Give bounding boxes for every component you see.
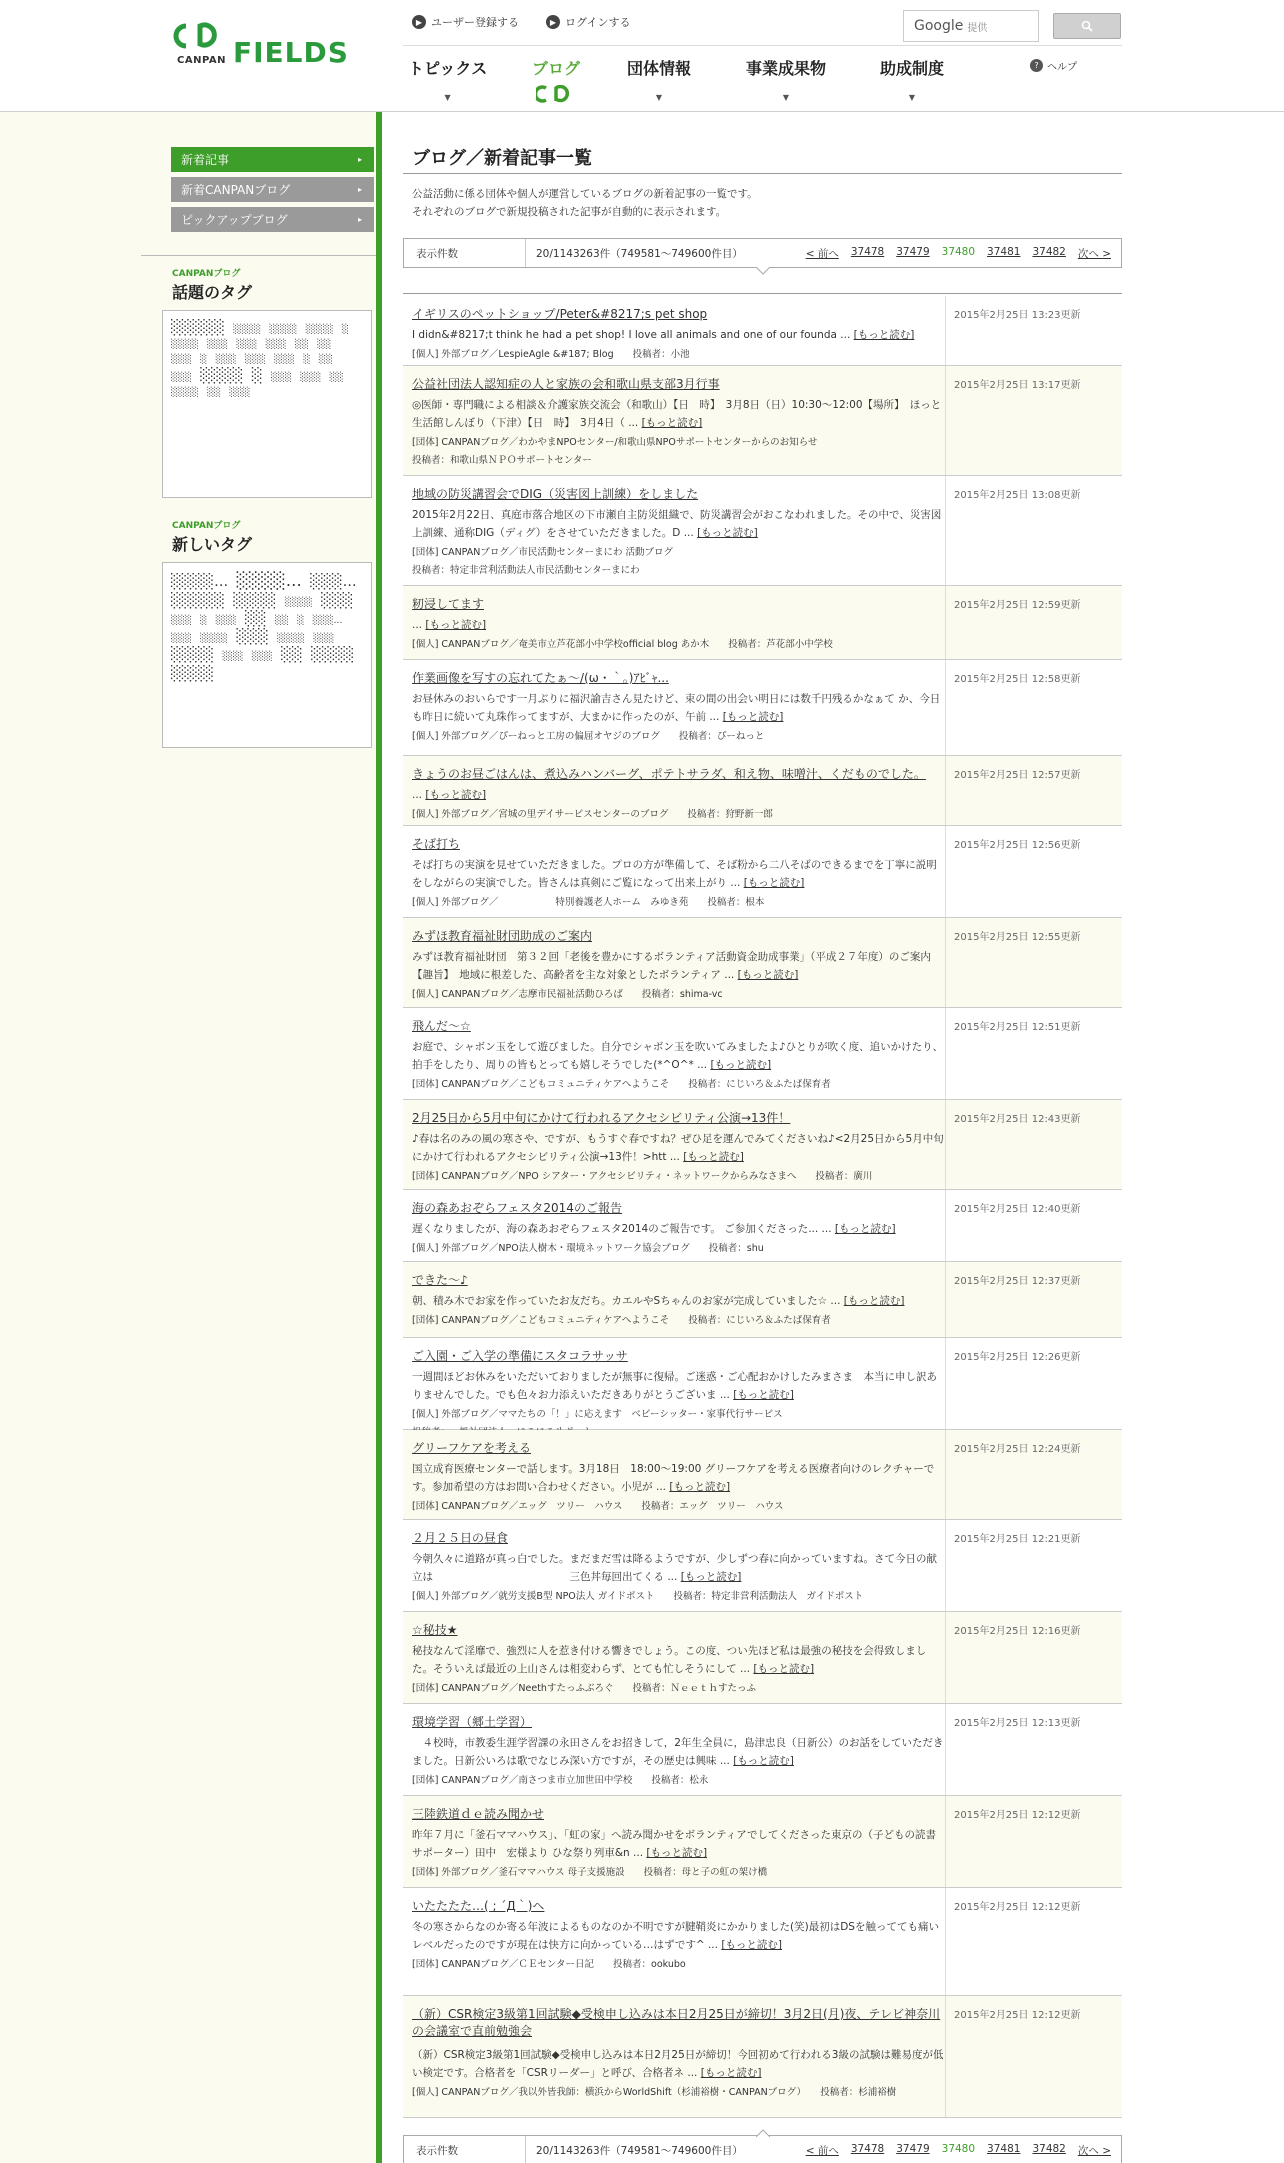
article-title-link[interactable]: できた〜♪ [412,1273,468,1287]
article-excerpt [412,786,945,804]
article-item [403,1612,1122,1704]
pager-top [403,238,1122,268]
date-divider [945,1796,946,1887]
pager-label: 表示件数 [404,2136,526,2163]
article-title-link[interactable]: そば打ち [412,837,461,851]
read-more-link[interactable]: [もっと読む] [710,1059,772,1071]
chevron-right-icon: ▸ [357,185,362,194]
pager-pointer-icon [756,2129,770,2137]
tag-link[interactable]: ░░░ [229,387,251,398]
tag-link[interactable]: ░░░ [300,372,322,383]
article-item [403,918,1122,1008]
new-tag-cloud [162,562,372,748]
help-label: ヘルプ [1047,62,1077,73]
article-date: 2015年2月25日 12:12更新 [954,1902,1081,1913]
nav-deliverables-label: 事業成果物 [746,59,827,78]
date-divider [945,366,946,475]
article-item [403,1100,1122,1190]
tag-link[interactable]: ░░░ [207,340,228,351]
nav-blog[interactable] [532,56,580,103]
article-item [403,476,1122,586]
article-excerpt [412,396,945,432]
tag-link[interactable]: ░░░░ [171,387,199,398]
article-excerpt-text: みずほ教育福祉財団 第３２回「老後を豊かにするボランティア活動資金助成事業」（平成２７年度）のご案内【趣旨】 地域に根差した、高齢者を主な対象としたボランティア ... [412,951,931,981]
pager-links [806,2143,1121,2158]
article-date: 2015年2月25日 12:40更新 [954,1204,1081,1215]
read-more-link[interactable]: [もっと読む] [646,1847,708,1859]
article-item [403,1996,1122,2118]
tag-link[interactable]: ░ [297,615,305,626]
tag-link[interactable]: ░░ [329,372,344,383]
nav-topics[interactable] [408,56,487,102]
article-meta: [団体] CANPANブログ／南さつま市立加世田中学校 投稿者：松永 [412,1775,709,1786]
article-excerpt [412,856,945,892]
tag-link[interactable]: ░░░░… [171,574,229,590]
pager-prev[interactable]: < 前へ [805,2144,839,2157]
title-divider [403,173,1122,174]
tag-link[interactable]: ░░░ [274,354,295,365]
intro-line: 公益活動に係る団体や個人が運営しているブログの新着記事の一覧です。 [412,188,758,200]
article-item [403,756,1122,826]
article-title-link[interactable]: みずほ教育福祉財団助成のご案内 [412,929,593,943]
list-divider [403,293,1122,294]
tag-link[interactable]: ░░░░░ [171,592,225,609]
article-excerpt [412,1460,945,1496]
article-item [403,296,1122,366]
tag-link[interactable]: ░░░ [265,340,287,351]
article-meta: [団体] CANPANブログ／Neethすたっふぶろぐ 投稿者：Ｎｅｅｔｈすたっふ [412,1683,756,1694]
nav-grants[interactable] [880,56,944,102]
article-excerpt-text: ... [412,789,423,801]
chevron-right-icon: ▸ [357,155,362,164]
active-cp-mark-icon [536,85,576,103]
article-excerpt [412,506,945,542]
article-author: 投稿者：和歌山県ＮＰＯサポートセンター [412,455,592,466]
date-divider [945,1996,946,2117]
article-date: 2015年2月25日 12:21更新 [954,1534,1081,1545]
pager-next[interactable]: 次へ > [1077,247,1111,260]
nav-divider [403,45,1122,46]
article-meta: [団体] 外部ブログ／釜石ママハウス 母子支援施設 投稿者：母と子の虹の架け橋 [412,1867,768,1878]
pager-next[interactable]: 次へ > [1077,2144,1111,2157]
date-divider [945,660,946,755]
tag-link[interactable]: ░░ [317,340,332,351]
date-divider [945,476,946,585]
date-divider [945,1190,946,1261]
article-excerpt [412,326,945,344]
topic-tags-heading [172,266,252,303]
tag-link[interactable]: ░░░ [171,615,192,626]
article-meta: [個人] CANPANブログ／志摩市民福祉活動ひろば 投稿者：shima-vc [412,989,723,1000]
pager-pointer-icon [756,267,770,275]
date-divider [945,1100,946,1189]
page-intro [412,185,758,221]
article-title-link[interactable]: 環境学習（郷土学習） [412,1715,533,1729]
date-divider [945,1338,946,1429]
topic-tags-title: 話題のタグ [172,283,253,302]
nav-blog-label: ブログ [532,59,581,78]
new-tags-title: 新しいタグ [172,535,253,554]
article-excerpt [412,1734,945,1770]
pager-label: 表示件数 [404,239,526,267]
date-divider [945,1520,946,1611]
read-more-link[interactable]: [もっと読む] [843,1295,905,1307]
tag-link[interactable]: ░░░░ [284,597,313,608]
article-excerpt-text: ４校時，市教委生涯学習課の永田さんをお招きして，2年生全員に，島津忠良（日新公）のお話をしていただきました。日新公いろは歌でなじみ深い方ですが，その歴史は興味 ... [412,1737,944,1767]
login-link[interactable] [546,14,630,30]
article-excerpt [412,1826,945,1862]
tag-link[interactable]: ░░░ [215,615,237,626]
tag-link[interactable]: ░░░ [236,629,269,646]
pager-bottom [403,2135,1122,2163]
sidebar-item-new-canpan-blog[interactable] [171,177,374,202]
article-excerpt-text: 今朝久々に道路が真っ白でした。まだまだ雪は降るようですが、少しずつ春に向かっていますね。さて今日の献立は 三色丼毎回出てくる ... [412,1553,937,1583]
article-excerpt-text: 遅くなりましたが、海の森あおぞらフェスタ2014のご報告です。 ご参加くださった... ... [412,1223,832,1235]
article-excerpt [412,1550,945,1586]
read-more-link[interactable]: [もっと読む] [733,1389,794,1401]
read-more-link[interactable]: [もっと読む] [722,711,784,723]
date-divider [945,1008,946,1099]
tag-link[interactable]: ░░░… [310,574,357,590]
tag-link[interactable]: ░░ [318,354,333,365]
tag-link[interactable]: ░░░ [251,652,273,663]
date-divider [945,1430,946,1519]
search-input[interactable] [903,10,1039,42]
register-label: ユーザー登録する [431,16,519,29]
article-date: 2015年2月25日 12:58更新 [954,674,1081,685]
tag-link[interactable]: ░ [341,325,349,335]
read-more-link[interactable]: [もっと読む] [697,527,758,539]
date-divider [945,756,946,825]
article-excerpt-text: ... [412,619,423,631]
pager-current-page: 37480 [941,2142,976,2155]
tag-link[interactable]: ░░░░ [233,592,277,609]
nav-organizations[interactable] [627,56,691,102]
login-label: ログインする [565,16,631,29]
new-tags-heading [172,518,252,555]
article-title-link[interactable]: 地域の防災講習会でDIG（災害図上訓練）をしました [412,487,699,501]
canpan-fields-logo[interactable] [172,22,352,70]
date-divider [945,1888,946,1995]
article-excerpt-text: ◎医師・専門職による相談＆介護家族交流会（和歌山）【日 時】 3月8日（日）10:30～12:00【場所】 ほっと生活館しんぼり（下津）【日 時】 3月4日（ ... [412,399,942,429]
article-title-link[interactable]: 三陸鉄道ｄｅ読み聞かせ [412,1807,545,1821]
tag-link[interactable]: ░░░░ [233,325,262,335]
article-excerpt [412,948,945,984]
article-date: 2015年2月25日 12:26更新 [954,1352,1081,1363]
intro-line: それぞれのブログで新規投稿された記事が自動的に表示されます。 [412,206,727,218]
topic-tag-cloud [162,310,372,498]
page-title: ブログ／新着記事一覧 [412,148,592,169]
tag-link[interactable]: ░░░░… [236,571,302,590]
article-excerpt-text: I didn&#8217;t think he had a pet shop! I love all animals and one of our founda ... [412,329,851,341]
article-date: 2015年2月25日 13:17更新 [954,380,1081,391]
search-icon [1081,20,1093,32]
article-meta: [団体] CANPANブログ／市民活動センターまにわ 活動ブログ [412,547,674,558]
article-title-link[interactable]: きょうのお昼ごはんは、煮込みハンバーグ、ポテトサラダ、和え物、味噌汁、くだものでした。 [412,767,926,781]
tag-link[interactable]: ░░░ [244,354,266,365]
date-divider [945,296,946,365]
article-title-link[interactable]: いたたたた…( ; ´Д｀)ヘ [412,1899,545,1913]
article-title-link[interactable]: イギリスのペットショップ/Peter&#8217;s pet shop [412,307,708,321]
article-meta: [団体] CANPANブログ／ＣＥセンター日記 投稿者：ookubo [412,1959,686,1970]
article-title-link[interactable]: 作業画像を写すの忘れてたぁ〜/(ω・｀。)ｱﾋﾞｬ... [412,671,669,685]
pager-prev[interactable]: < 前へ [805,247,839,260]
article-title-link[interactable]: 飛んだ〜☆ [412,1019,471,1033]
article-date: 2015年2月25日 12:55更新 [954,932,1081,943]
article-meta: [団体] CANPANブログ／わかやまNPOセンター/和歌山県NPOサポートセンターからのお知らせ [412,437,818,448]
article-meta: [個人] 外部ブログ／就労支援B型 NPO法人 ガイドポスト 投稿者：特定非営利活動法人 ガイドポスト [412,1591,864,1602]
tag-link[interactable]: ░░░░ [305,325,334,335]
tag-link[interactable]: ░░░░ [171,665,215,682]
pager-page[interactable]: 37481 [987,245,1021,258]
google-brand: Google [914,18,964,34]
article-meta: [個人] CANPANブログ／奄美市立芦花部小中学校official blog あか木 投稿者：芦花部小中学校 [412,639,833,650]
article-meta: [個人] CANPANブログ／我以外皆我師：横浜からWorldShift（杉浦裕樹・CANPANブログ） 投稿者：杉浦裕樹 [412,2087,897,2098]
nav-organizations-label: 団体情報 [627,59,692,78]
tag-link[interactable]: ░░░ [215,354,237,365]
article-meta: [個人] 外部ブログ／LespieAgle &#187; Blog 投稿者：小池 [412,349,690,360]
article-excerpt-text: ♪春は名のみの風の寒さや、ですが、もうすぐ春ですね？ぜひ足を運んでみてくださいね♪<2月25日から5月中旬にかけて行われるアクセシビリティ公演→13件！>htt ... [412,1133,944,1163]
article-date: 2015年2月25日 12:59更新 [954,600,1081,611]
article-item [403,1008,1122,1100]
pager-count: 20/1143263件（749581〜749600件目） [536,2144,743,2157]
pager-page[interactable]: 37479 [896,245,930,258]
read-more-link[interactable]: [もっと読む] [425,619,487,631]
article-item [403,660,1122,756]
arrow-right-icon: ▶ [412,15,426,29]
logo-canpan-text: CANPAN [177,55,226,66]
tag-link[interactable]: ░░░… [312,615,343,626]
article-excerpt [412,1368,945,1404]
article-excerpt [412,616,945,634]
read-more-link[interactable]: [もっと読む] [753,1663,815,1675]
pager-current-page: 37480 [941,245,976,258]
pager-count: 20/1143263件（749581〜749600件目） [536,247,743,260]
read-more-link[interactable]: [もっと読む] [834,1223,896,1235]
article-excerpt [412,2046,945,2082]
tag-link[interactable]: ░ [251,367,263,384]
article-item [403,1888,1122,1996]
article-title-link[interactable]: 2月25日から5月中旬にかけて行われるアクセシビリティ公演→13件！ [412,1111,791,1125]
tag-link[interactable]: ░ [200,354,208,365]
article-title-link[interactable]: ☆秘技★ [412,1623,458,1637]
pager-page[interactable]: 37478 [850,245,885,258]
article-item [403,1338,1122,1430]
tag-link[interactable]: ░░ [207,387,222,398]
tag-link[interactable]: ░░ [275,615,289,626]
read-more-link[interactable]: [もっと読む] [733,1755,794,1767]
question-icon: ? [1030,59,1043,72]
article-excerpt [412,690,945,726]
tag-link[interactable]: ░░░░ [200,367,244,384]
article-excerpt [412,1130,945,1166]
tag-link[interactable]: ░░░░░ [171,320,225,336]
tag-link[interactable]: ░░░ [171,372,192,383]
tag-link[interactable]: ░░░░ [311,647,355,664]
article-meta: [個人] 外部ブログ／宮城の里デイサービスセンターのブログ 投稿者：狩野新一郎 [412,809,773,820]
tag-link[interactable]: ░░░ [171,354,192,365]
article-date: 2015年2月25日 12:16更新 [954,1626,1081,1637]
chevron-down-icon: ▼ [655,93,663,102]
article-meta: [個人] 外部ブログ／ 特別養護老人ホーム みゆき苑 投稿者：根本 [412,897,765,908]
article-title-link[interactable]: 籾浸してます [412,597,485,611]
tag-link[interactable]: ░░░ [222,652,244,663]
article-title-link[interactable]: 海の森あおぞらフェスタ2014のご報告 [412,1201,622,1215]
article-excerpt [412,1292,945,1310]
tag-link[interactable]: ░░░ [271,372,292,383]
article-excerpt-text: 秘技なんて淫靡で、強烈に人を惹き付ける響きでしょう。この度、つい先ほど私は最強の秘技を会得致しました。そういえば最近の上山さんは相変わらず、とても忙しそうにして ... [412,1645,927,1675]
article-item [403,1262,1122,1338]
canpan-logo-mark-icon [172,22,228,50]
tag-link[interactable]: ░░ [244,610,267,627]
article-excerpt-text: そば打ちの実演を見せていただきました。プロの方が準備して、そば粉から二八そばのできるまでを丁寧に説明をしながらの実演でした。皆さんは真剣にご覧になって出来上がり ... [412,859,937,889]
article-date: 2015年2月25日 12:43更新 [954,1114,1081,1125]
register-link[interactable] [412,14,519,30]
article-meta: [個人] 外部ブログ／NPO法人樹木・環境ネットワーク協会ブログ 投稿者：shu [412,1243,764,1254]
article-meta: [団体] CANPANブログ／エッグ ツリー ハウス 投稿者：エッグ ツリー ハウス [412,1501,784,1512]
sidebar-item-label: 新着記事 [181,153,230,167]
sidebar-item-label: 新着CANPANブログ [181,183,291,197]
tag-link[interactable]: ░ [303,354,311,365]
article-date: 2015年2月25日 12:37更新 [954,1276,1081,1287]
read-more-link[interactable]: [もっと読む] [700,2067,762,2079]
article-title-link[interactable]: （新）CSR検定3級第1回試験◆受検申し込みは本日2月25日が締切！3月2日(月)夜、テレビ神奈川の会議室で直前勉強会 [412,2007,941,2038]
tag-link[interactable]: ░░░░ [269,325,298,335]
logo-fields-text: FIELDS [233,36,349,69]
tag-link[interactable]: ░░░ [171,634,192,645]
arrow-right-icon: ▶ [546,15,560,29]
article-meta: [団体] CANPANブログ／こどもコミュニティケアへようこそ 投稿者：にじいろ＆ふたば保育者 [412,1079,831,1090]
chevron-down-icon: ▼ [782,93,790,102]
sidebar-divider [141,255,376,256]
read-more-link[interactable]: [もっと読む] [737,969,799,981]
article-date: 2015年2月25日 12:56更新 [954,840,1081,851]
article-title-link[interactable]: ご入園・ご入学の準備にスタコラサッサ [412,1349,628,1363]
article-date: 2015年2月25日 13:23更新 [954,310,1081,321]
sidebar-accent-bar [376,112,382,2163]
read-more-link[interactable]: [もっと読む] [425,789,487,801]
pager-page[interactable]: 37482 [1032,245,1066,258]
tag-link[interactable]: ░░░░ [200,634,228,645]
search-button[interactable] [1053,13,1121,39]
chevron-right-icon: ▸ [357,215,362,224]
date-divider [945,1262,946,1337]
date-divider [945,1612,946,1703]
article-title-link[interactable]: 公益社団法人認知症の人と家族の会和歌山県支部3月行事 [412,377,720,391]
chevron-down-icon: ▼ [908,93,916,102]
nav-deliverables[interactable] [746,56,826,102]
date-divider [945,586,946,659]
article-date: 2015年2月25日 12:13更新 [954,1718,1081,1729]
article-item [403,1796,1122,1888]
article-title-link[interactable]: ２月２５日の昼食 [412,1531,509,1545]
article-excerpt-text: 2015年2月22日、真庭市落合地区の下市瀬自主防災組織で、防災講習会がおこなわれました。その中で、災害図上訓練、通称DIG（ディグ）をさせていただきました。D ... [412,509,942,539]
article-date: 2015年2月25日 12:24更新 [954,1444,1081,1455]
article-excerpt [412,1038,945,1074]
article-item [403,1190,1122,1262]
tag-link[interactable]: ░░░░ [277,634,305,645]
article-date: 2015年2月25日 12:57更新 [954,770,1081,781]
read-more-link[interactable]: [もっと読む] [853,329,915,341]
article-item [403,1704,1122,1796]
article-excerpt-text: 国立成育医療センターで話します。3月18日 18:00〜19:00 グリーフケアを考える医療者向けのレクチャーです。参加希望の方はお問い合わせください。小児が ... [412,1463,935,1493]
article-meta: [団体] CANPANブログ／こどもコミュニティケアへようこそ 投稿者：にじいろ＆ふたば保育者 [412,1315,831,1326]
article-meta: [個人] 外部ブログ／ママたちの「！」に応えます ベビーシッター・家事代行サービス [412,1409,783,1420]
read-more-link[interactable]: [もっと読む] [683,1151,744,1163]
read-more-link[interactable]: [もっと読む] [721,1939,783,1951]
date-divider [945,826,946,917]
tag-link[interactable]: ░░░ [313,634,335,645]
google-provided: 提供 [967,22,988,34]
article-excerpt-text: お昼休みのおいらです一月ぶりに福沢諭吉さん見たけど、束の間の出会い明日には数千円残るかなぁて か、今日も昨日に続いて丸珠作ってますが、大まかに作ったのが、午前 ... [412,693,941,723]
article-excerpt [412,1918,945,1954]
nav-grants-label: 助成制度 [880,59,945,78]
tag-link[interactable]: ░░ [294,340,309,351]
tag-link[interactable]: ░ [200,615,208,626]
tag-link[interactable]: ░░░ [236,340,258,351]
topic-tags-small: CANPANブログ [172,269,241,279]
article-date: 2015年2月25日 12:12更新 [954,1810,1081,1821]
article-excerpt [412,1642,945,1678]
article-title-link[interactable]: グリーフケアを考える [412,1441,532,1455]
article-item [403,826,1122,918]
tag-link[interactable]: ░░░░ [171,340,199,351]
article-meta: [団体] CANPANブログ／NPO シアター・アクセシビリティ・ネットワークからみなさまへ 投稿者：廣川 [412,1171,873,1182]
pager-links [806,246,1121,261]
chevron-down-icon: ▼ [444,93,451,102]
article-excerpt-text: 一週間ほどお休みをいただいておりましたが無事に復帰。ご迷惑・ご心配おかけしたみまさま 本当に申し訳ありませんでした。でも色々お力添えいただきありがとうございま ... [412,1371,937,1401]
article-excerpt-text: 朝、積み木でお家を作っていたお友だち。カエルやSちゃんのお家が完成していました☆ ... [412,1295,841,1307]
new-tags-small: CANPANブログ [172,521,241,531]
tag-link[interactable]: ░░░ [321,592,354,609]
article-date: 2015年2月25日 13:08更新 [954,490,1081,501]
article-excerpt-text: （新）CSR検定3級第1回試験◆受検申し込みは本日2月25日が締切！今回初めて行われる3級の試験は難易度が低い検定です。合格者を「CSRリーダー」と呼び、合格者ネ ... [412,2049,944,2079]
article-item [403,1430,1122,1520]
pager-page[interactable]: 37481 [987,2142,1021,2155]
pager-page[interactable]: 37478 [850,2142,885,2155]
tag-link[interactable]: ░░ [281,647,303,664]
nav-topics-label: トピックス [408,59,488,78]
read-more-link[interactable]: [もっと読む] [669,1481,731,1493]
pager-page[interactable]: 37482 [1032,2142,1066,2155]
article-excerpt-text: お庭で、シャボン玉をして遊びました。自分でシャボン玉を吹いてみましたよ♪ひとりが吹く度、追いかけたり、拍手をしたり、周りの皆もとっても嬉しそうでした(*^O^* ... [412,1041,944,1071]
article-date: 2015年2月25日 12:12更新 [954,2010,1081,2021]
article-item [403,586,1122,660]
tag-link[interactable]: ░░░░ [171,647,215,664]
pager-page[interactable]: 37479 [896,2142,930,2155]
site-header [0,0,1284,112]
article-meta: [個人] 外部ブログ／ぴーねっと工房の偏屈オヤジのブログ 投稿者：ぴーねっと [412,731,765,742]
date-divider [945,1704,946,1795]
date-divider [945,918,946,1007]
article-author: 投稿者：特定非営利活動法人市民活動センターまにわ [412,565,640,576]
sidebar-item-pickup-blog[interactable] [171,207,374,232]
article-excerpt-text: 冬の寒さからなのか寄る年波によるものなのか不明ですが腱鞘炎にかかりました(笑)最初はDSを触ってても痛いレベルだったのですが現在は快方に向かっている…はずです^ ... [412,1921,939,1951]
read-more-link[interactable]: [もっと読む] [743,877,805,889]
read-more-link[interactable]: [もっと読む] [680,1571,742,1583]
read-more-link[interactable]: [もっと読む] [641,417,703,429]
help-link[interactable] [1030,58,1077,73]
sidebar-item-new-articles[interactable] [171,147,374,172]
article-excerpt [412,1220,945,1238]
sidebar-item-label: ピックアップブログ [181,213,288,227]
article-item [403,1520,1122,1612]
article-excerpt-text: 昨年７月に「釜石ママハウス」、「虹の家」へ読み聞かせをボランティアでしてくださった東京の（子どもの読書サポーター）田中 宏様より ひな祭り列車&n ... [412,1829,937,1859]
article-date: 2015年2月25日 12:51更新 [954,1022,1081,1033]
article-item [403,366,1122,476]
